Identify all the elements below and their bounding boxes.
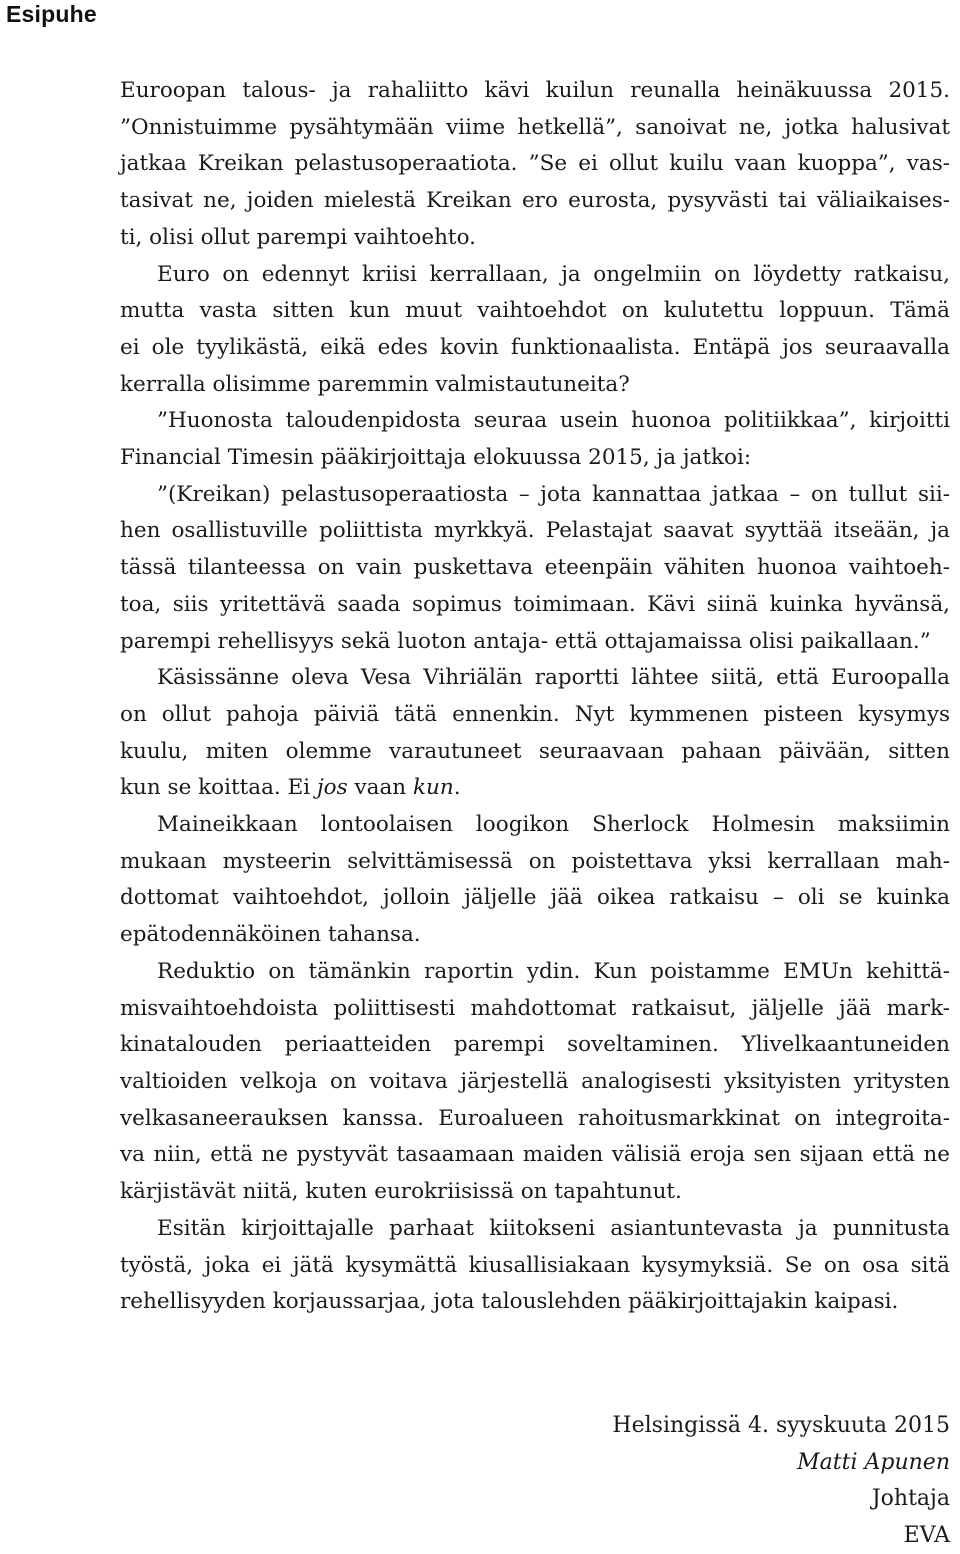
text-line: kärjistävät niitä, kuten eurokriisissä on tapahtunut. (120, 1174, 950, 1211)
text-line: ”Huonosta taloudenpidosta seuraa usein huonoa politiikkaa”, kirjoitti (120, 403, 950, 440)
text-line: va niin, että ne pystyvät tasaamaan maiden välisiä eroja sen sijaan että ne (120, 1137, 950, 1174)
signature-place-date: Helsingissä 4. syyskuuta 2015 (612, 1408, 950, 1445)
text-line: hen osallistuville poliittista myrkkyä. Pelastajat saavat syyttää itseään, ja (120, 513, 950, 550)
text-line: velkasaneerauksen kanssa. Euroalueen rahoitusmarkkinat on integroita- (120, 1101, 950, 1138)
text-line: misvaihtoehdoista poliittisesti mahdottomat ratkaisut, jäljelle jää mark- (120, 991, 950, 1028)
text-line: dottomat vaihtoehdot, jolloin jäljelle jää oikea ratkaisu – oli se kuinka (120, 880, 950, 917)
signature-name: Matti Apunen (612, 1445, 950, 1482)
text-line: valtioiden velkoja on voitava järjestellä analogisesti yksityisten yritysten (120, 1064, 950, 1101)
text-line: kerralla olisimme paremmin valmistautuneita? (120, 367, 950, 404)
signature-block (612, 1408, 950, 1554)
text-line: mutta vasta sitten kun muut vaihtoehdot on kulutettu loppuun. Tämä (120, 293, 950, 330)
text-line: tasivat ne, joiden mielestä Kreikan ero eurosta, pysyvästi tai väliaikaises- (120, 183, 950, 220)
text-line: työstä, joka ei jätä kysymättä kiusallisiakaan kysymyksiä. Se on osa sitä (120, 1248, 950, 1285)
text-line: toa, siis yritettävä saada sopimus toimimaan. Kävi siinä kuinka hyvänsä, (120, 587, 950, 624)
text-line: on ollut pahoja päiviä tätä ennenkin. Nyt kymmenen pisteen kysymys (120, 697, 950, 734)
text-line: ei ole tyylikästä, eikä edes kovin funktionaalista. Entäpä jos seuraavalla (120, 330, 950, 367)
page-heading: Esipuhe (6, 0, 97, 28)
text-line: ti, olisi ollut parempi vaihtoehto. (120, 220, 950, 257)
signature-title: Johtaja (612, 1481, 950, 1518)
text-line: jatkaa Kreikan pelastusoperaatiota. ”Se ei ollut kuilu vaan kuoppa”, vas- (120, 146, 950, 183)
text-line: Esitän kirjoittajalle parhaat kiitokseni asiantuntevasta ja punnitusta (120, 1211, 950, 1248)
text-line: Maineikkaan lontoolaisen loogikon Sherlock Holmesin maksiimin (120, 807, 950, 844)
text-line: rehellisyyden korjaussarjaa, jota talouslehden pääkirjoittajakin kaipasi. (120, 1284, 950, 1321)
text-line: ”Onnistuimme pysähtymään viime hetkellä”, sanoivat ne, jotka halusivat (120, 110, 950, 147)
text-line: Euroopan talous- ja rahaliitto kävi kuilun reunalla heinäkuussa 2015. (120, 73, 950, 110)
text-line: kun se koittaa. Ei jos vaan kun. (120, 770, 950, 807)
text-line: Financial Timesin pääkirjoittaja elokuussa 2015, ja jatkoi: (120, 440, 950, 477)
text-line: mukaan mysteerin selvittämisessä on poistettava yksi kerrallaan mah- (120, 844, 950, 881)
text-line: epätodennäköinen tahansa. (120, 917, 950, 954)
text-line: Käsissänne oleva Vesa Vihriälän raportti lähtee siitä, että Euroopalla (120, 660, 950, 697)
text-line: kuulu, miten olemme varautuneet seuraavaan pahaan päivään, sitten (120, 734, 950, 771)
text-line: ”(Kreikan) pelastusoperaatiosta – jota kannattaa jatkaa – on tullut sii- (120, 477, 950, 514)
text-line: Reduktio on tämänkin raportin ydin. Kun poistamme EMUn kehittä- (120, 954, 950, 991)
text-line: Euro on edennyt kriisi kerrallaan, ja ongelmiin on löydetty ratkaisu, (120, 257, 950, 294)
signature-organization: EVA (612, 1518, 950, 1554)
text-line: parempi rehellisyys sekä luoton antaja- että ottajamaissa olisi paikallaan.” (120, 624, 950, 661)
preface-body (120, 73, 950, 1321)
text-line: kinatalouden periaatteiden parempi soveltaminen. Ylivelkaantuneiden (120, 1027, 950, 1064)
text-line: tässä tilanteessa on vain puskettava eteenpäin vähiten huonoa vaihtoeh- (120, 550, 950, 587)
